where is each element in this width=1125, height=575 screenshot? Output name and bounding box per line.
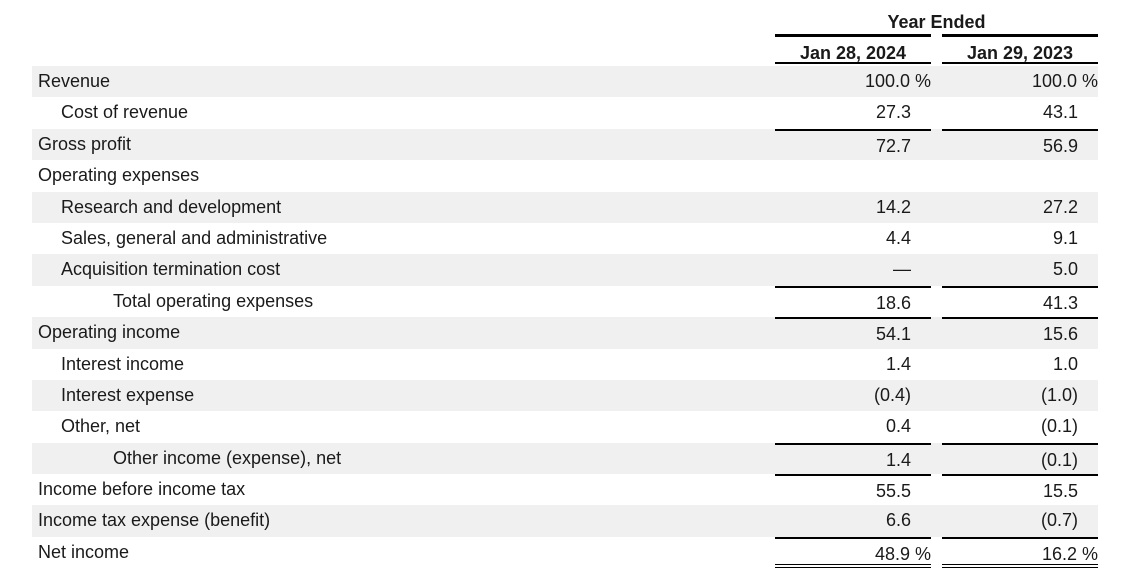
row-label: Cost of revenue [61,102,189,123]
table-row-gross-profit [32,129,1098,160]
value-cell: 1.4 [775,443,931,474]
table-row-net-income [32,537,1098,568]
value-cell: 27.3 [875,102,911,123]
table-row-cost-of-revenue [32,97,1098,128]
row-label: Operating income [38,322,181,343]
row-label: Income tax expense (benefit) [38,510,271,531]
value-cell: 72.7 [775,129,931,160]
value-cell: (0.1) [1040,416,1078,437]
table-row-research-and-development [32,192,1098,223]
value-cell: 56.9 [942,129,1098,160]
row-label: Interest income [61,353,185,374]
value-cell: 27.2 [1042,196,1078,217]
table-row-revenue [32,66,1098,97]
value-cell: 55.5 [775,474,931,505]
table-row-sales-general-administrative [32,223,1098,254]
table-row-total-operating-expenses [32,286,1098,317]
value-cell: (0.4) [873,384,911,405]
row-label: Other income (expense), net [113,447,342,468]
income-statement-table [32,66,1098,568]
value-cell: 54.1 [775,317,931,348]
row-label: Total operating expenses [113,290,314,311]
value-cell: 1.0 [1052,353,1078,374]
value-cell: 48.9 % [775,537,931,568]
table-row-acquisition-termination-cost [32,254,1098,285]
row-label: Sales, general and administrative [61,227,328,248]
value-cell: 0.4 [885,416,911,437]
table-row-interest-expense [32,380,1098,411]
row-label: Operating expenses [38,165,200,186]
value-cell: 4.4 [885,227,911,248]
row-label: Income before income tax [38,479,246,500]
row-label: Research and development [61,196,282,217]
value-cell: 100.0 % [1031,71,1098,91]
table-row-operating-income [32,317,1098,348]
value-cell: — [893,259,911,280]
row-label: Acquisition termination cost [61,259,281,280]
value-cell: (0.1) [942,443,1098,474]
value-cell: (1.0) [1040,384,1078,405]
value-cell: (0.7) [1040,510,1078,531]
table-row-income-tax-expense [32,505,1098,536]
table-row-income-before-income-tax [32,474,1098,505]
value-cell: 100.0 % [864,71,931,91]
row-label: Net income [38,541,130,562]
column-header-jan-28-2024: Jan 28, 2024 [775,34,931,64]
row-label: Interest expense [61,384,195,405]
row-label: Revenue [38,71,111,91]
value-cell: 9.1 [1052,227,1078,248]
value-cell: 5.0 [1052,259,1078,280]
table-row-other-net [32,411,1098,442]
table-row-other-income-expense-net [32,443,1098,474]
value-cell: 15.6 [942,317,1098,348]
value-cell: 16.2 % [942,537,1098,568]
value-cell: 41.3 [942,286,1098,317]
value-cell: 14.2 [875,196,911,217]
value-cell: 18.6 [775,286,931,317]
row-label: Gross profit [38,133,132,154]
value-cell: 43.1 [1042,102,1078,123]
table-row-operating-expenses [32,160,1098,191]
value-cell: 1.4 [885,353,911,374]
row-label: Other, net [61,416,141,437]
column-header-jan-29-2023: Jan 29, 2023 [942,34,1098,64]
year-ended-header: Year Ended [887,12,986,32]
value-cell: 15.5 [942,474,1098,505]
table-row-interest-income [32,349,1098,380]
value-cell: 6.6 [885,510,911,531]
